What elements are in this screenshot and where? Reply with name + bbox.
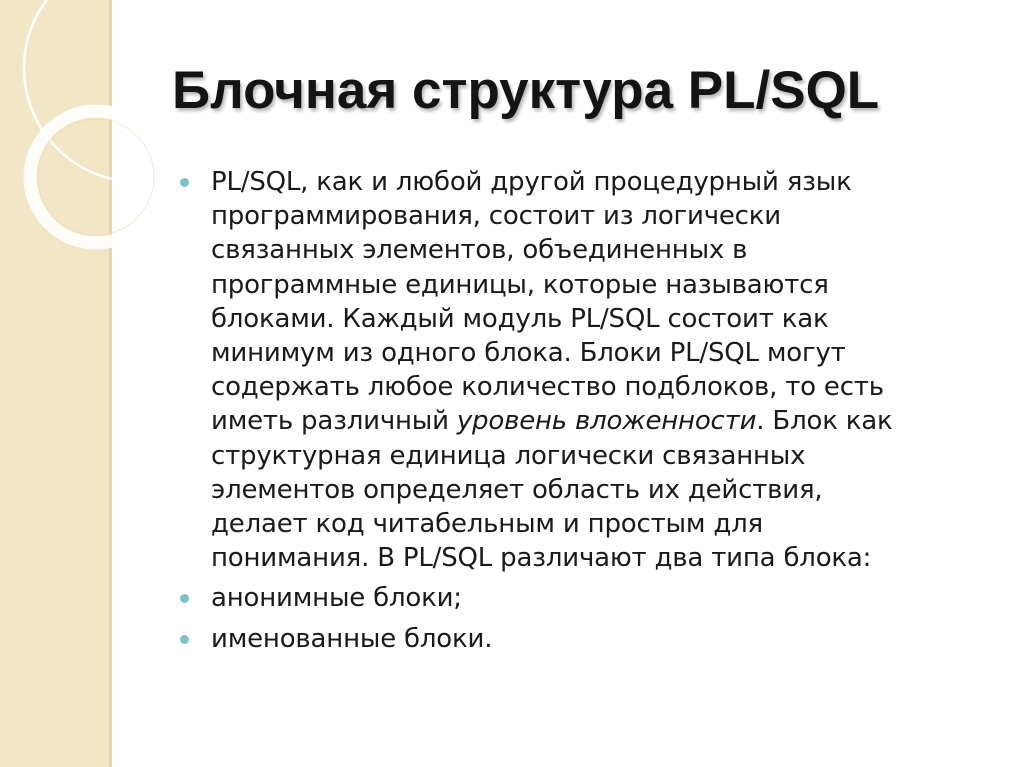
text-line: анонимные блоки; xyxy=(211,583,462,614)
text-line: блоками. Каждый модуль PL/SQL состоит как xyxy=(211,303,829,334)
deco-circle-thin xyxy=(38,119,154,235)
text-line: программные единицы, которые называются xyxy=(211,269,829,300)
text-line: делает код читабельным и простым для xyxy=(211,509,763,540)
bullet-dot-icon xyxy=(180,594,189,603)
bullet-dot-icon xyxy=(180,635,189,644)
deco-circle-thick xyxy=(30,111,162,243)
bullet-item-anonymous-blocks xyxy=(180,581,1000,615)
text-line: программирования, состоит из логически xyxy=(211,201,781,232)
bullet-item-description xyxy=(180,165,1000,575)
text-line: структурная единица логически связанных xyxy=(211,440,806,471)
bullet-item-named-blocks xyxy=(180,622,1000,656)
slide-title: Блочная структура PL/SQL xyxy=(172,61,880,120)
text-line: связанных элементов, объединенных в xyxy=(211,235,748,266)
text-line: минимум из одного блока. Блоки PL/SQL могут xyxy=(211,338,846,369)
text-line: PL/SQL, как и любой другой процедурный язык xyxy=(211,167,852,197)
text-line: содержать любое количество подблоков, то есть xyxy=(211,372,884,403)
text-line-with-emphasis xyxy=(211,404,1000,438)
bullet-list xyxy=(180,165,1000,662)
text-line: именованные блоки. xyxy=(211,623,493,654)
text-line: понимания. В PL/SQL различают два типа блока: xyxy=(211,543,872,574)
emphasized-term: уровень вложенности xyxy=(456,406,757,437)
decorative-circles xyxy=(0,0,200,320)
text-line: элементов определяет область их действия, xyxy=(211,474,823,505)
text-segment: . Блок как xyxy=(756,406,893,437)
text-segment: иметь различный xyxy=(211,406,457,437)
bullet-dot-icon xyxy=(180,178,189,187)
